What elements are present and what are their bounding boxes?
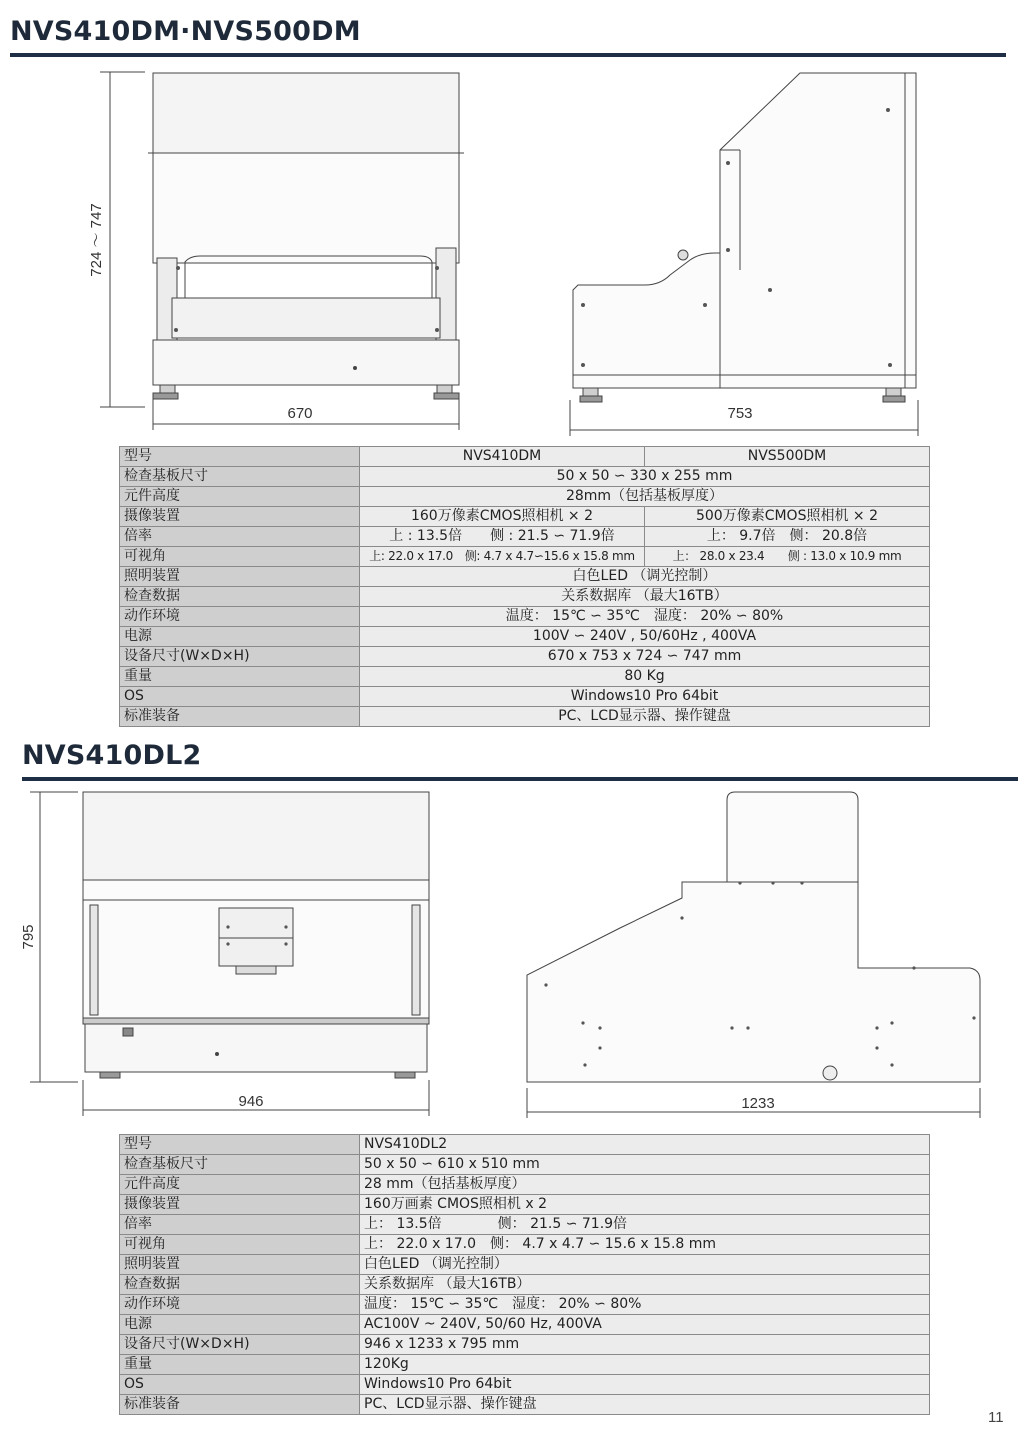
spec-value: PC、LCD显示器、操作键盘 — [360, 707, 930, 727]
nvs410dl2-drawing — [0, 780, 1024, 1130]
table-row — [120, 1255, 930, 1275]
spec-label: 照明装置 — [120, 1255, 360, 1275]
spec-label: 型号 — [120, 1135, 360, 1155]
spec-label: 可视角 — [120, 1235, 360, 1255]
spec-label: 电源 — [120, 627, 360, 647]
spec-label: OS — [120, 1375, 360, 1395]
spec-value: Windows10 Pro 64bit — [360, 1375, 930, 1395]
spec-value: 关系数据库 （最大16TB） — [360, 1275, 930, 1295]
table-row — [120, 607, 930, 627]
table-row — [120, 1315, 930, 1335]
spec-value-nvs500dm: NVS500DM — [645, 447, 930, 467]
spec-value: 白色LED （调光控制） — [360, 567, 930, 587]
table-row — [120, 487, 930, 507]
spec-label: OS — [120, 687, 360, 707]
spec-value-nvs410dm: NVS410DM — [360, 447, 645, 467]
spec-label: 标准装备 — [120, 1395, 360, 1415]
spec-value-nvs410dm: 上 : 13.5倍 侧 : 21.5 ∽ 71.9倍 — [360, 527, 645, 547]
spec-label: 型号 — [120, 447, 360, 467]
spec-label: 设备尺寸(W×D×H) — [120, 647, 360, 667]
spec-label: 元件高度 — [120, 487, 360, 507]
nvs410dm-spec-table — [119, 446, 930, 727]
spec-value-nvs500dm: 上： 9.7倍 侧： 20.8倍 — [645, 527, 930, 547]
table-row — [120, 627, 930, 647]
spec-value: 关系数据库 （最大16TB） — [360, 587, 930, 607]
nvs410dm-height-dim: 724 ～ 747 — [88, 203, 105, 277]
spec-value: NVS410DL2 — [360, 1135, 930, 1155]
spec-value-nvs500dm: 上： 28.0 x 23.4 侧 : 13.0 x 10.9 mm — [645, 547, 930, 567]
spec-label: 照明装置 — [120, 567, 360, 587]
spec-value-nvs500dm: 500万像素CMOS照相机 × 2 — [645, 507, 930, 527]
nvs410dm-drawing — [0, 0, 1024, 440]
section1-title: NVS410DM·NVS500DM — [10, 16, 361, 47]
spec-value: 温度： 15℃ ∽ 35℃ 湿度： 20% ∽ 80% — [360, 607, 930, 627]
spec-value: 上： 13.5倍 侧： 21.5 ∽ 71.9倍 — [360, 1215, 930, 1235]
table-row — [120, 687, 930, 707]
table-row — [120, 1275, 930, 1295]
spec-value: 100V ∽ 240V , 50/60Hz , 400VA — [360, 627, 930, 647]
table-row — [120, 1335, 930, 1355]
nvs410dl2-width-dim: 946 — [238, 1093, 264, 1110]
table-row — [120, 587, 930, 607]
spec-value: PC、LCD显示器、操作键盘 — [360, 1395, 930, 1415]
spec-value: Windows10 Pro 64bit — [360, 687, 930, 707]
table-row — [120, 1175, 930, 1195]
table-row — [120, 1395, 930, 1415]
spec-value: 白色LED （调光控制） — [360, 1255, 930, 1275]
spec-label: 重量 — [120, 1355, 360, 1375]
nvs410dm-width-dim: 670 — [287, 405, 313, 422]
spec-label: 摄像装置 — [120, 507, 360, 527]
spec-value: 28 mm（包括基板厚度） — [360, 1175, 930, 1195]
spec-label: 检查基板尺寸 — [120, 1155, 360, 1175]
spec-value-nvs410dm: 160万像素CMOS照相机 × 2 — [360, 507, 645, 527]
table-row — [120, 447, 930, 467]
table-row — [120, 1135, 930, 1155]
spec-value: 温度： 15℃ ∽ 35℃ 湿度： 20% ∽ 80% — [360, 1295, 930, 1315]
spec-value-nvs410dm: 上: 22.0 x 17.0 侧: 4.7 x 4.7∽15.6 x 15.8 mm — [360, 547, 645, 567]
spec-value: 80 Kg — [360, 667, 930, 687]
spec-label: 检查数据 — [120, 587, 360, 607]
spec-value: AC100V ~ 240V, 50/60 Hz, 400VA — [360, 1315, 930, 1335]
nvs410dl2-height-dim: 795 — [20, 924, 37, 950]
table-row — [120, 1295, 930, 1315]
section2-title: NVS410DL2 — [22, 740, 202, 771]
spec-label: 动作环境 — [120, 1295, 360, 1315]
table-row — [120, 547, 930, 567]
table-row — [120, 527, 930, 547]
table-row — [120, 1375, 930, 1395]
spec-label: 检查数据 — [120, 1275, 360, 1295]
table-row — [120, 467, 930, 487]
spec-value: 50 x 50 ∽ 330 x 255 mm — [360, 467, 930, 487]
table-row — [120, 647, 930, 667]
spec-label: 动作环境 — [120, 607, 360, 627]
spec-label: 可视角 — [120, 547, 360, 567]
spec-value: 670 x 753 x 724 ∽ 747 mm — [360, 647, 930, 667]
table-row — [120, 667, 930, 687]
table-row — [120, 1355, 930, 1375]
spec-label: 元件高度 — [120, 1175, 360, 1195]
spec-value: 120Kg — [360, 1355, 930, 1375]
spec-label: 检查基板尺寸 — [120, 467, 360, 487]
table-row — [120, 567, 930, 587]
page-number: 11 — [988, 1409, 1004, 1426]
spec-label: 摄像装置 — [120, 1195, 360, 1215]
table-row — [120, 1235, 930, 1255]
table-row — [120, 1215, 930, 1235]
table-row — [120, 1195, 930, 1215]
spec-value: 50 x 50 ∽ 610 x 510 mm — [360, 1155, 930, 1175]
spec-label: 倍率 — [120, 1215, 360, 1235]
table-row — [120, 707, 930, 727]
nvs410dm-depth-dim: 753 — [727, 405, 753, 422]
spec-value: 28mm（包括基板厚度） — [360, 487, 930, 507]
nvs410dl2-depth-dim: 1233 — [741, 1095, 775, 1112]
spec-value: 上： 22.0 x 17.0 侧： 4.7 x 4.7 ∽ 15.6 x 15.8 mm — [360, 1235, 930, 1255]
spec-label: 倍率 — [120, 527, 360, 547]
spec-label: 标准装备 — [120, 707, 360, 727]
spec-value: 160万画素 CMOS照相机 x 2 — [360, 1195, 930, 1215]
spec-value: 946 x 1233 x 795 mm — [360, 1335, 930, 1355]
spec-label: 重量 — [120, 667, 360, 687]
spec-label: 电源 — [120, 1315, 360, 1335]
nvs410dl2-spec-table — [119, 1134, 930, 1415]
spec-label: 设备尺寸(W×D×H) — [120, 1335, 360, 1355]
table-row — [120, 1155, 930, 1175]
table-row — [120, 507, 930, 527]
